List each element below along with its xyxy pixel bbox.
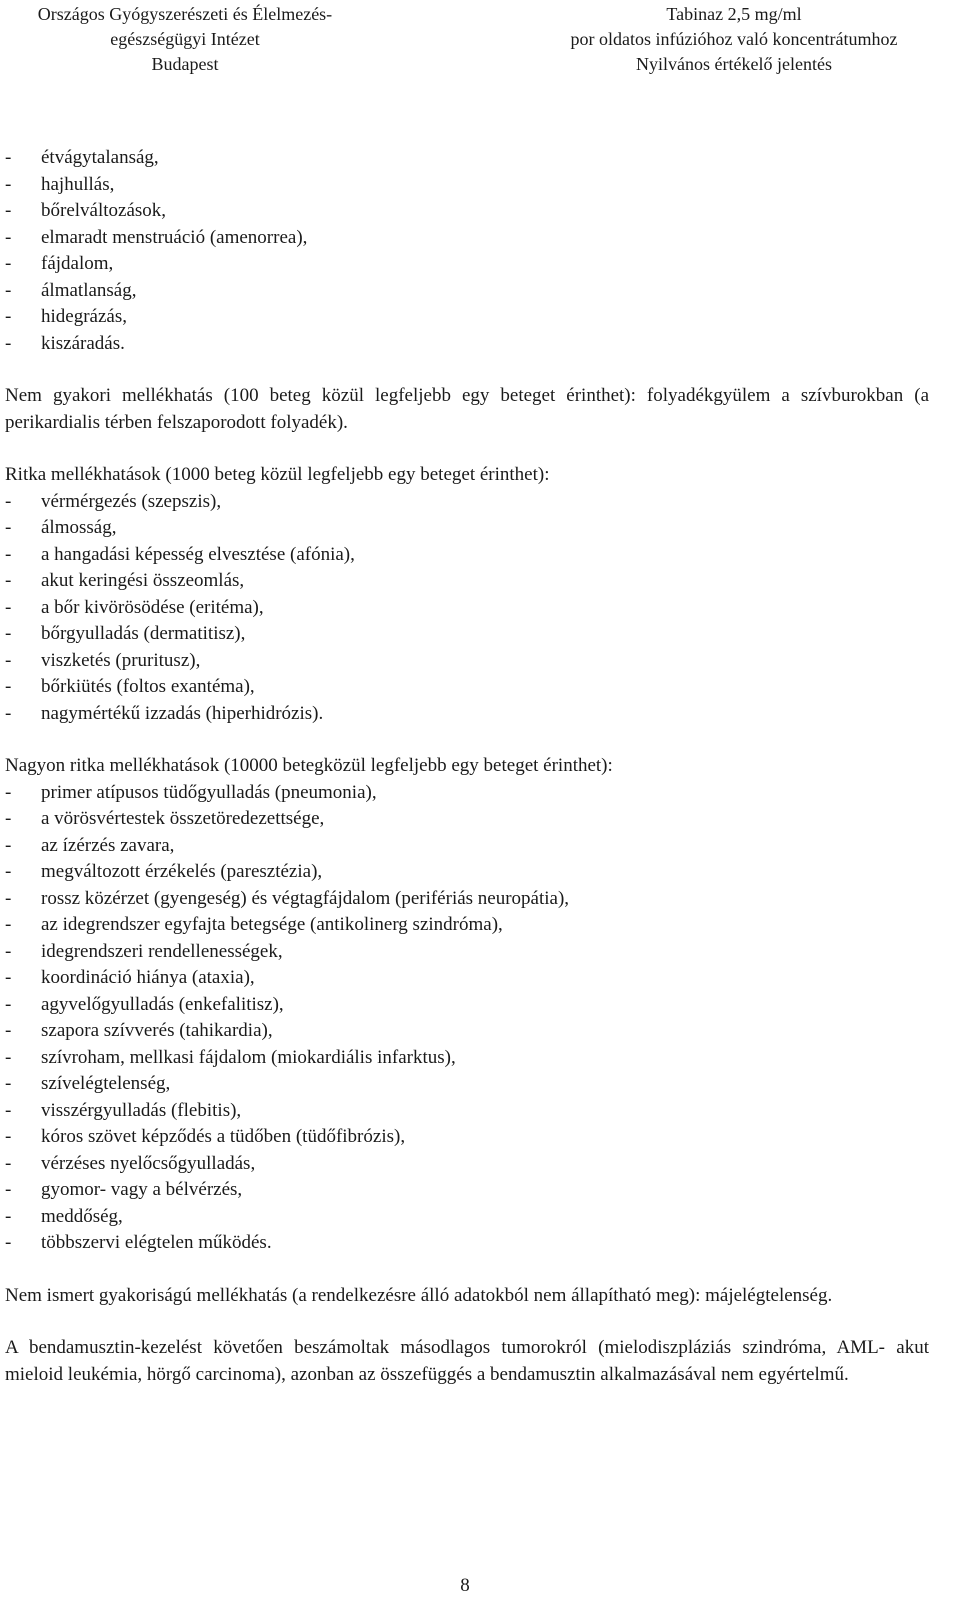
list-item-text: nagymértékű izzadás (hiperhidrózis). [41,702,324,724]
header-institute-line-3: Budapest [151,54,219,74]
paragraph-gap [5,1257,929,1283]
list-dash: - [5,306,12,327]
list-item [5,806,929,833]
list-dash: - [5,1126,12,1147]
list-item [5,992,929,1019]
list-dash: - [5,570,12,591]
list-item [5,172,929,199]
unknown-frequency-paragraph: Nem ismert gyakoriságú mellékhatás (a rendelkezésre álló adatokból nem állapítható meg): májelégtelenség. [5,1284,833,1306]
list-item-text: többszervi elégtelen működés. [41,1232,272,1253]
list-dash: - [5,649,12,671]
list-dash: - [5,834,12,856]
secondary-tumors-paragraph: A bendamusztin-kezelést követően beszámoltak másodlagos tumorokról (mielodiszpláziás szindróma, AML- akut mieloid leukémia, hörgő carcinoma), azonban az összefüggés a bendamusztin alkalmazásával nem egyértelmű. [5,1337,929,1385]
list-item [5,965,929,992]
list-item-text: visszérgyulladás (flebitis), [41,1099,242,1121]
list-dash: - [5,1179,12,1200]
list-dash: - [5,940,12,962]
list-item [5,912,929,939]
header-institute-line-2: egészségügyi Intézet [110,29,260,49]
list-item [5,1151,929,1178]
list-item [5,1071,929,1098]
list-item [5,278,929,305]
header-product-line-2: por oldatos infúzióhoz való koncentrátumhoz [570,29,898,49]
page-number: 8 [460,1575,470,1596]
rare-side-effects-section [5,462,929,727]
list-item-text: a vörösvértestek összetöredezettsége, [41,808,325,829]
list-item [5,542,929,569]
list-item [5,701,929,728]
list-item [5,489,929,516]
list-item-text: szívroham, mellkasi fájdalom (miokardiális infarktus), [41,1046,456,1068]
list-item [5,568,929,595]
list-item-text: megváltozott érzékelés (paresztézia), [41,861,323,882]
list-item-text: rossz közérzet (gyengeség) és végtagfájdalom (perifériás neuropátia), [41,887,570,909]
header-product-line-1: Tabinaz 2,5 mg/ml [666,4,802,24]
list-dash: - [5,173,12,195]
list-item-text: kóros szövet képződés a tüdőben (tüdőfibrózis), [41,1126,406,1147]
page-header [5,2,925,82]
list-item-text: idegrendszeri rendellenességek, [41,940,283,962]
list-item-text: az idegrendszer egyfajta betegsége (antikolinerg szindróma), [41,914,503,935]
list-item [5,145,929,172]
list-item-text: a hangadási képesség elvesztése (afónia), [41,543,355,565]
paragraph-gap [5,1309,929,1335]
list-item-text: meddőség, [41,1205,123,1227]
list-item-text: gyomor- vagy a bélvérzés, [41,1179,243,1200]
list-item-text: szívelégtelenség, [41,1073,171,1094]
list-item-text: vérzéses nyelőcsőgyulladás, [41,1152,256,1174]
list-dash: - [5,147,12,168]
list-item [5,1204,929,1231]
list-item [5,1124,929,1151]
list-dash: - [5,1020,12,1041]
list-item-text: elmaradt menstruáció (amenorrea), [41,226,308,248]
list-item-text: álmatlanság, [41,279,137,301]
list-item-text: kiszáradás. [41,332,125,354]
list-item-text: bőrkiütés (foltos exantéma), [41,676,255,697]
list-item [5,198,929,225]
list-item [5,780,929,807]
list-item-text: bőrelváltozások, [41,200,167,221]
list-item-text: koordináció hiánya (ataxia), [41,967,255,988]
list-item [5,621,929,648]
list-dash: - [5,676,12,697]
list-dash: - [5,200,12,221]
list-item [5,251,929,278]
list-dash: - [5,1046,12,1068]
list-dash: - [5,993,12,1015]
list-item [5,939,929,966]
list-item [5,225,929,252]
list-item [5,595,929,622]
list-dash: - [5,1073,12,1094]
header-product [553,2,915,77]
list-dash: - [5,914,12,935]
list-item [5,1230,929,1257]
list-dash: - [5,1232,12,1253]
list-item [5,1045,929,1072]
very-rare-side-effects-section [5,753,929,1257]
paragraph-gap [5,727,929,753]
list-dash: - [5,781,12,803]
list-item [5,304,929,331]
side-effects-list-continued [5,145,929,357]
list-dash: - [5,279,12,301]
list-item-text: vérmérgezés (szepszis), [41,490,222,512]
list-dash: - [5,517,12,538]
list-item [5,1018,929,1045]
header-product-line-3: Nyilvános értékelő jelentés [636,54,832,74]
list-item [5,833,929,860]
list-dash: - [5,1205,12,1227]
list-dash: - [5,623,12,644]
list-dash: - [5,490,12,512]
paragraph-gap [5,436,929,462]
list-item-text: hidegrázás, [41,306,127,327]
list-item-text: étvágytalanság, [41,147,159,168]
list-dash: - [5,253,12,274]
list-dash: - [5,332,12,354]
list-item-text: viszketés (pruritusz), [41,649,201,671]
list-item-text: fájdalom, [41,253,114,274]
header-institute-line-1: Országos Gyógyszerészeti és Élelmezés- [37,4,333,24]
rare-side-effects-intro: Ritka mellékhatások (1000 beteg közül legfeljebb egy beteget érinthet): [5,464,550,485]
list-item-text: bőrgyulladás (dermatitisz), [41,623,246,644]
list-dash: - [5,543,12,565]
very-rare-side-effects-intro: Nagyon ritka mellékhatások (10000 betegközül legfeljebb egy beteget érinthet): [5,755,613,776]
header-institute [5,2,365,77]
list-item-text: primer atípusos tüdőgyulladás (pneumonia), [41,781,377,803]
list-item-text: akut keringési összeomlás, [41,570,245,591]
document-body [5,145,929,1388]
uncommon-side-effects-paragraph: Nem gyakori mellékhatás (100 beteg közül legfeljebb egy beteget érinthet): folyadékgyülem a szívburokban (a perikardialis térben felszaporodott folyadék). [5,385,929,433]
list-dash: - [5,1152,12,1174]
list-item [5,1177,929,1204]
list-item [5,648,929,675]
list-dash: - [5,887,12,909]
list-dash: - [5,702,12,724]
list-item [5,515,929,542]
list-item-text: álmosság, [41,517,117,538]
list-dash: - [5,861,12,882]
list-item [5,1098,929,1125]
list-item [5,886,929,913]
list-item [5,859,929,886]
list-item-text: az ízérzés zavara, [41,834,175,856]
paragraph-gap [5,357,929,383]
list-dash: - [5,967,12,988]
list-dash: - [5,808,12,829]
list-item-text: agyvelőgyulladás (enkefalitisz), [41,993,284,1015]
list-item-text: a bőr kivörösödése (eritéma), [41,596,264,618]
list-item-text: hajhullás, [41,173,115,195]
list-dash: - [5,1099,12,1121]
list-dash: - [5,226,12,248]
list-item-text: szapora szívverés (tahikardia), [41,1020,273,1041]
list-dash: - [5,596,12,618]
list-item [5,331,929,358]
list-item [5,674,929,701]
